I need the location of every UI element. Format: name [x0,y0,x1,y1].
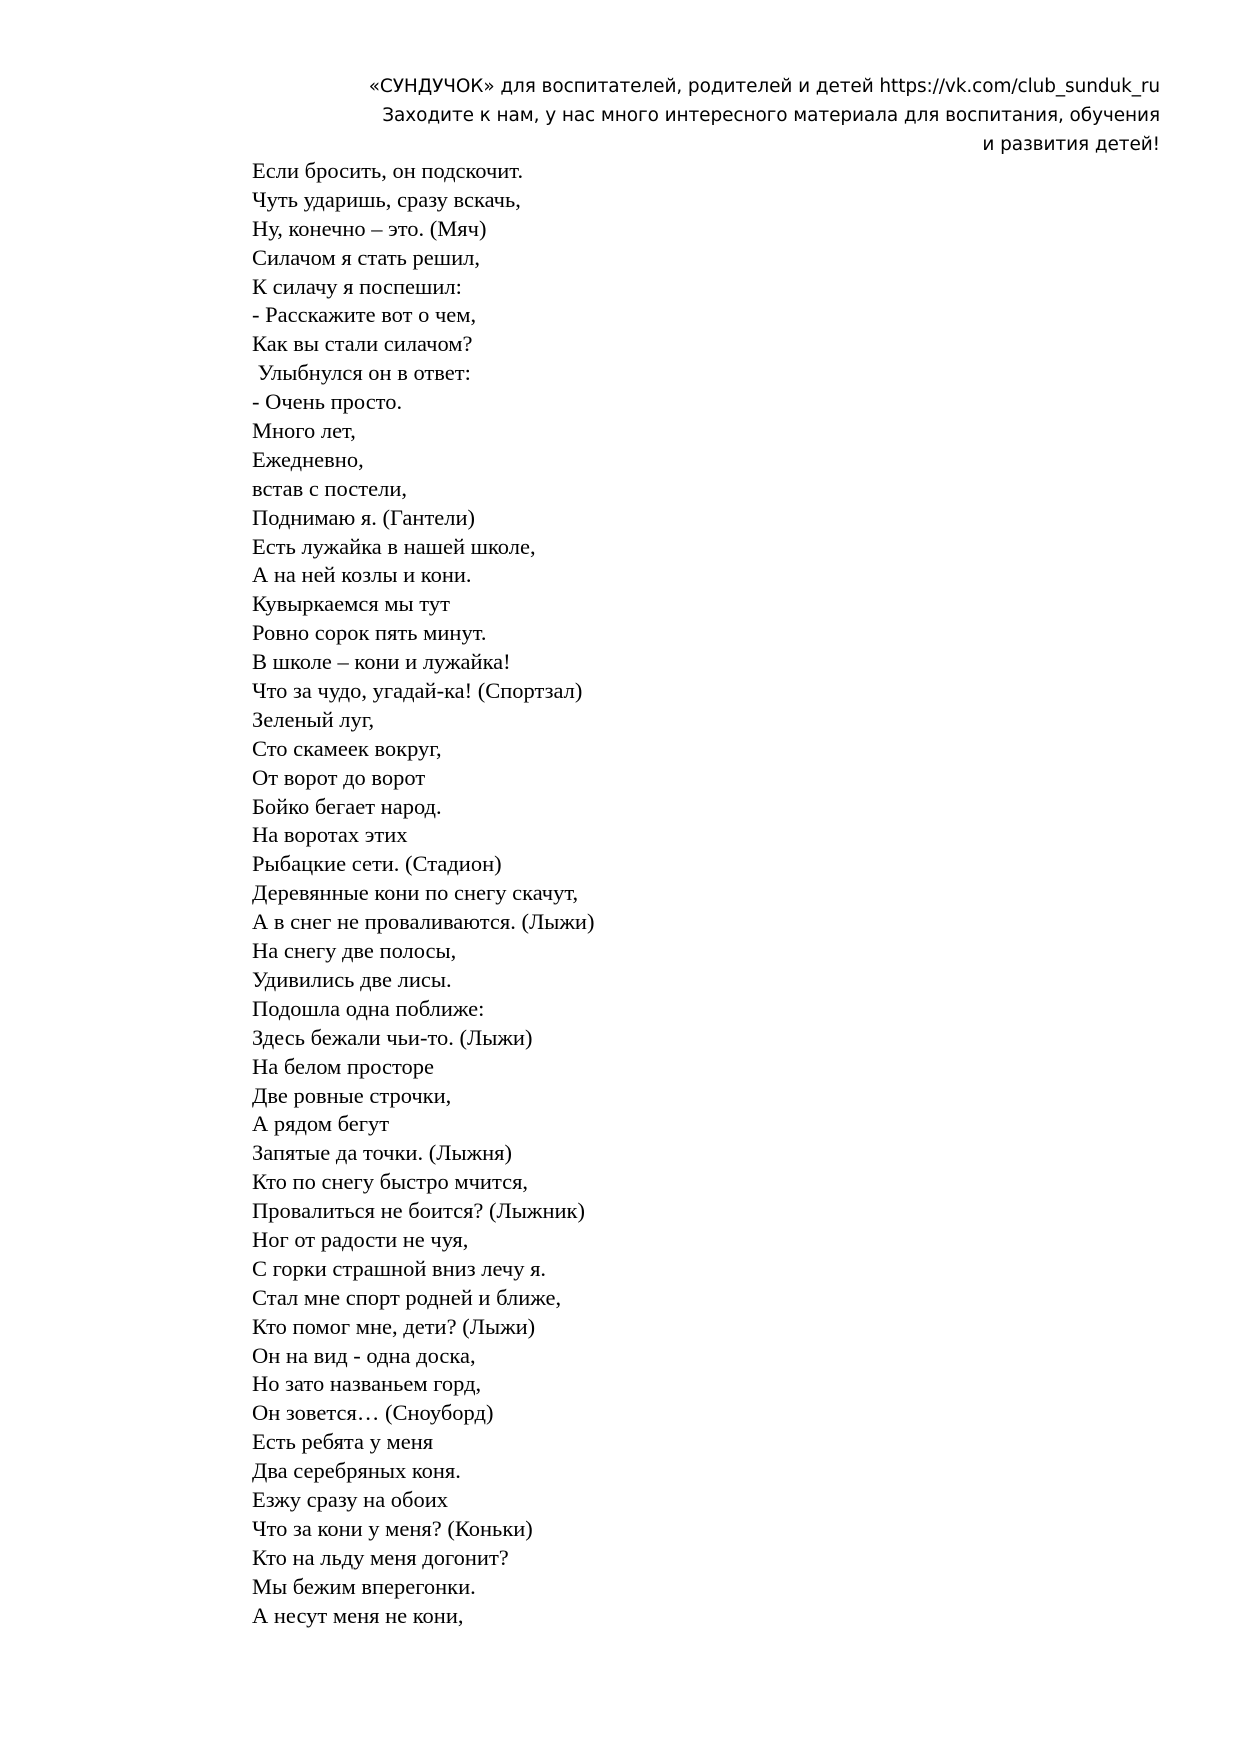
text-line: Много лет, [252,418,356,444]
text-line: Что за кони у меня? (Коньки) [252,1515,533,1541]
text-line: Ну, конечно – это. (Мяч) [252,215,487,241]
text-line: Бойко бегает народ. [252,793,442,819]
text-line: От ворот до ворот [252,764,426,790]
text-line: На снегу две полосы, [252,938,457,964]
text-line: Подошла одна поближе: [252,995,485,1021]
text-line: встав с постели, [252,475,407,501]
text-line: Есть ребята у меня [252,1429,434,1455]
text-line: Ног от радости не чуя, [252,1226,469,1252]
text-line: Рыбацкие сети. (Стадион) [252,851,502,877]
text-line: На белом просторе [252,1053,435,1079]
text-line: Запятые да точки. (Лыжня) [252,1140,513,1166]
text-line: Ровно сорок пять минут. [252,620,487,646]
text-line: Стал мне спорт родней и ближе, [252,1284,562,1310]
header-line-2: Заходите к нам, у нас много интересного материала для воспитания, обучения [382,105,1160,126]
text-line: Кувыркаемся мы тут [252,591,450,617]
text-line: К силачу я поспешил: [252,273,462,299]
text-line: Мы бежим вперегонки. [252,1573,476,1599]
text-line: Улыбнулся он в ответ: [252,360,471,386]
text-line: Две ровные строчки, [252,1082,452,1108]
text-line: С горки страшной вниз лечу я. [252,1255,547,1281]
text-line: Что за чудо, угадай-ка! (Спортзал) [252,678,583,704]
page-header [260,72,1160,159]
text-line: Кто на льду меня догонит? [252,1544,509,1570]
text-line: Чуть ударишь, сразу вскачь, [252,186,521,212]
text-line: На воротах этих [252,822,408,848]
text-line: Зеленый луг, [252,706,375,732]
text-line: Провалиться не боится? (Лыжник) [252,1198,585,1224]
text-line: В школе – кони и лужайка! [252,649,511,675]
riddles-text [252,157,1152,1630]
text-line: Два серебряных коня. [252,1458,461,1484]
header-line-3: и развития детей! [982,134,1160,155]
header-line-1: «СУНДУЧОК» для воспитателей, родителей и детей https://vk.com/club_sunduk_ru [368,76,1160,97]
text-line: Кто по снегу быстро мчится, [252,1169,529,1195]
text-line: Силачом я стать решил, [252,244,481,270]
text-line: Сто скамеек вокруг, [252,735,442,761]
text-line: Поднимаю я. (Гантели) [252,504,476,530]
text-line: Как вы стали силачом? [252,331,473,357]
text-line: А несут меня не кони, [252,1602,464,1628]
text-line: Езжу сразу на обоих [252,1486,449,1512]
text-line: Но зато названьем горд, [252,1371,482,1397]
text-line: Он зовется… (Сноуборд) [252,1400,494,1426]
text-line: А рядом бегут [252,1111,390,1137]
text-line: Он на вид - одна доска, [252,1342,476,1368]
text-line: Удивились две лисы. [252,966,452,992]
text-line: Кто помог мне, дети? (Лыжи) [252,1313,536,1339]
text-line: А на ней козлы и кони. [252,562,472,588]
text-line: Здесь бежали чьи-то. (Лыжи) [252,1024,533,1050]
text-line: - Расскажите вот о чем, [252,302,477,328]
text-line: Деревянные кони по снегу скачут, [252,880,579,906]
text-line: Ежедневно, [252,446,364,472]
text-line: А в снег не проваливаются. (Лыжи) [252,909,595,935]
text-line: Есть лужайка в нашей школе, [252,533,536,559]
text-line: Если бросить, он подскочит. [252,158,524,183]
text-line: - Очень просто. [252,389,403,415]
